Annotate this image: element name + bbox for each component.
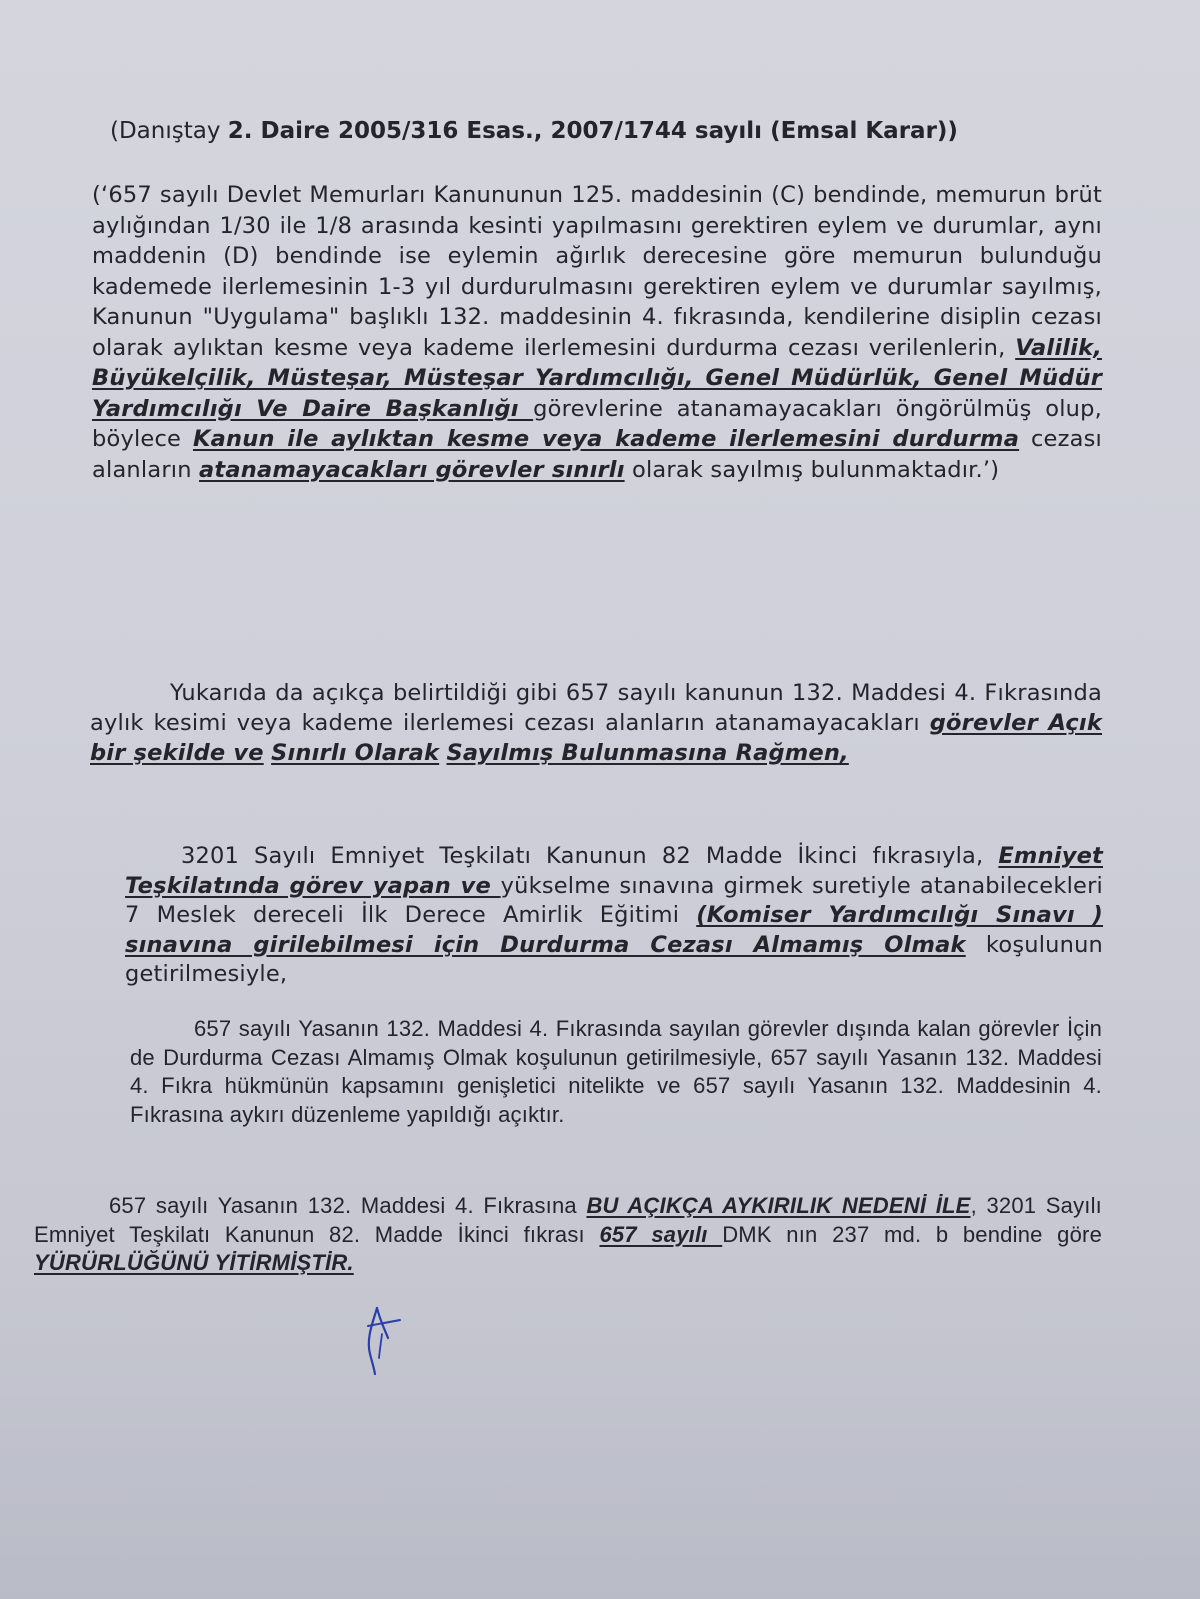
quoted-decision-paragraph — [92, 180, 1102, 485]
case-reference-heading — [110, 114, 1110, 148]
argument1-emphasis-3: Sayılmış Bulunmasına Rağmen, — [446, 740, 849, 766]
argument2-text-1: 3201 Sayılı Emniyet Teşkilatı Kanunun 82 Madde İkinci fıkrasıyla, — [181, 843, 999, 869]
conclusion-text-1: 657 sayılı Yasanın 132. Maddesi 4. Fıkrasına — [109, 1193, 587, 1218]
argument3-text: 657 sayılı Yasanın 132. Maddesi 4. Fıkrasında sayılan görevler dışında kalan görevler İçin de Durdurma Cezası Almamış Olmak koşulunun getirilmesiyle, 657 sayılı Yasanın 132. Maddesi 4. Fıkra hükmünün kapsamını genişletici nitelikte ve 657 sayılı Yasanın 132. Maddesinin 4. Fıkrasına aykırı düzenleme yapıldığı açıktır. — [130, 1016, 1102, 1127]
argument1-emphasis-2: Sınırlı Olarak — [271, 740, 440, 766]
conclusion-paragraph — [34, 1192, 1102, 1278]
argument1-text: Yukarıda da açıkça belirtildiği gibi 657 sayılı kanunun 132. Maddesi 4. Fıkrasında aylık kesimi veya kademe ilerlemesi cezası alanların atanamayacakları — [90, 680, 1102, 736]
argument2-text-2: yükselme sınavına girmek suretiyle atanabilecekleri 7 Meslek dereceli İlk Derece Amirlik Eğitimi — [125, 872, 1103, 928]
heading-prefix: (Danıştay — [110, 118, 228, 144]
argument2-emphasis-1: Emniyet Teşkilatında görev yapan ve — [125, 843, 1103, 899]
quote-text-3: cezası alanların — [92, 426, 1102, 483]
argument2-emphasis-2: (Komiser Yardımcılığı Sınavı ) sınavına girilebilmesi için Durdurma Cezası Almamış Olmak — [125, 902, 1103, 958]
quote-emphasis-limited: atanamayacakları görevler sınırlı — [199, 456, 625, 483]
argument-paragraph-3 — [130, 1015, 1102, 1129]
quote-text-1: (‘657 sayılı Devlet Memurları Kanununun 125. maddesinin (C) bendinde, memurun brüt aylığından 1/30 ile 1/8 arasında kesinti yapılmasını gerektiren eylem ve durumlar, aynı maddenin (D) bendinde ise eylemin ağırlık derecesine göre memurun bulunduğu kademede ilerlemesinin 1-3 yıl durdurulmasını gerektiren eylem ve durumlar sayılmış, Kanunun "Uygulama" başlıklı 132. maddesinin 4. fıkrasında, kendilerine disiplin cezası olarak aylıktan kesme veya kademe ilerlemesini durdurma cezası verilenlerin, — [92, 182, 1102, 361]
conclusion-emphasis-3: YÜRÜRLÜĞÜNÜ YİTİRMİŞTİR. — [34, 1250, 354, 1275]
argument2-text-3: koşulunun getirilmesiyle, — [125, 931, 1104, 987]
quote-text-4: olarak sayılmış bulunmaktadır.’) — [624, 456, 1000, 483]
quote-emphasis-positions: Valilik, Büyükelçilik, Müsteşar, Müsteşar Yardımcılığı, Genel Müdürlük, Genel Müdür Yardımcılığı Ve Daire Başkanlığı — [92, 334, 1102, 422]
conclusion-emphasis-2: 657 sayılı — [599, 1221, 723, 1247]
conclusion-emphasis-1: BU AÇIKÇA AYKIRILIK NEDENİ İLE — [586, 1193, 971, 1218]
handwritten-signature — [360, 1298, 410, 1378]
quote-text-2: görevlerine atanamayacakları öngörülmüş olup, böylece — [92, 395, 1102, 452]
conclusion-text-3: DMK nın 237 md. b bendine göre — [722, 1221, 1102, 1247]
conclusion-text-2: , 3201 Sayılı Emniyet Teşkilatı Kanunun 82. Madde İkinci fıkrası — [34, 1193, 1102, 1247]
argument1-emphasis-1: görevler Açık bir şekilde ve — [90, 710, 1103, 766]
quote-emphasis-penalty: Kanun ile aylıktan kesme veya kademe ilerlemesini durdurma — [192, 426, 1020, 452]
heading-case-number: 2. Daire 2005/316 Esas., 2007/1744 sayılı (Emsal Karar)) — [227, 118, 958, 144]
argument-paragraph-2 — [125, 842, 1103, 990]
argument-paragraph-1 — [90, 678, 1102, 768]
